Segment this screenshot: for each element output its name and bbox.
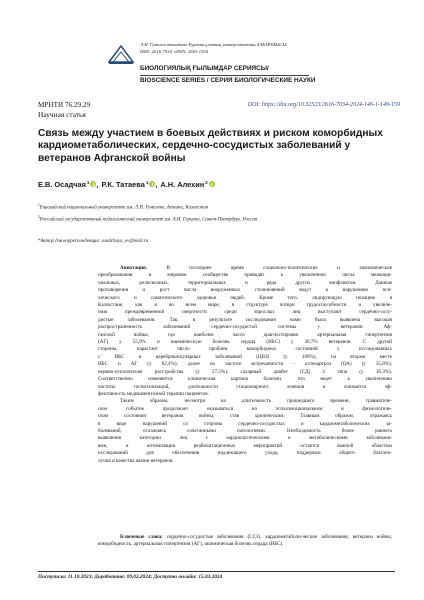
abstract-line: (АГ) у 55,9% и ишемическую болезнь сердца (ИБС) у 30,7% ветеранов. С другой bbox=[98, 339, 392, 346]
abstract-line: нию преждевременной смертности среди взрослых лиц выступают сердечно-сосу- bbox=[98, 309, 392, 316]
affiliation-2: $^2$Российский государственный педагогический университет им. А.И. Герцена, Санкт-Петербург, Россия bbox=[38, 214, 258, 223]
abstract-line: Таким образом, несмотря на длительность прошедшего времени, травматиче- bbox=[120, 398, 392, 405]
author-affiliation-mark: 1 bbox=[86, 180, 90, 185]
abstract-line: ИБС и АГ (у 82,4%), далее по частоте встречаемости - остеоартроз (ОА) (у 35,8%), bbox=[98, 361, 392, 368]
abstract-line: противоречия и рост числа вооруженных столкновений ведут к нарушению пси- bbox=[98, 287, 392, 294]
issn-line: ISSN: 2616-7034. eISSN: 2663-130X bbox=[140, 49, 209, 54]
author-affiliation-mark: 1 bbox=[145, 180, 149, 185]
author-3 bbox=[160, 180, 214, 189]
author-name: Е.В. Осадчая bbox=[38, 180, 86, 189]
author-1 bbox=[38, 180, 96, 189]
keywords bbox=[98, 534, 392, 549]
journal-name: Л.Н. Гумилев атындағы Еуразия ұлттық университетінің ХАБАРШЫСЫ. bbox=[140, 42, 288, 47]
affiliations bbox=[38, 201, 398, 224]
keywords-label: Ключевые слова: bbox=[120, 534, 163, 540]
abstract-paragraph-2 bbox=[98, 398, 392, 465]
abstract-line: хического и соматического здоровья людей. Кроме того, лидирующую позицию в bbox=[98, 294, 392, 301]
abstract bbox=[98, 265, 392, 465]
author-list: Е.В. Осадчая $^1$ , Р.К. Татаева $^1$ , А.Н. Алехин $^2$ bbox=[38, 180, 215, 189]
abstract-line: стороны, нарастает число проблем коморбидных состояний у исследованных bbox=[98, 346, 392, 353]
abstract-line: Соответственно изменяется клиническая картина болезни, что ведет к увеличению bbox=[98, 376, 392, 383]
abstract-line: нервно-психические расстройства (у 27,5%), сахарный диабет (СД) 2 типа (у 18,3%). bbox=[98, 368, 392, 375]
abstract-line: преобразования в мировом сообществе приводят к увеличению числа межнаци- bbox=[98, 272, 392, 279]
abstract-line: выявления категории лиц с кардиологическими и метаболическими заболевани- bbox=[98, 435, 392, 442]
abstract-line: дистые заболевания. Так, в результате исследования нами была выявлена высокая bbox=[98, 316, 392, 323]
orcid-icon[interactable] bbox=[209, 181, 215, 187]
abstract-line: в виде нарушений со стороны сердечно-сосудистых и кардиометаболических за- bbox=[98, 420, 392, 427]
publication-dates: Поступила: 11.10.2023; Доработана: 09.02.2024; Доступна онлайн: 15.03.2024 bbox=[38, 574, 223, 580]
series-title-kz: БИОЛОГИЯЛЫҚ ҒЫЛЫМДАР СЕРИЯСЫ/ bbox=[140, 64, 309, 76]
university-logo bbox=[107, 42, 135, 68]
abstract-line: ганской войны, где наиболее часто диагностирован артериальная гипертензия bbox=[98, 331, 392, 338]
author-affiliation-mark: 2 bbox=[205, 180, 208, 185]
affiliation-1: $^1$Евразийский национальный университет им. Л.Н. Гумилева, Астана, Казахстан bbox=[38, 203, 209, 211]
corresponding-author: *Автор для корреспонденции: osadchaya_ev@mail.ru bbox=[38, 239, 149, 244]
article-type: Научная статья bbox=[38, 110, 86, 119]
abstract-line: распространенность заболеваний сердечно-сосудистой системы у ветеранов Аф- bbox=[98, 324, 392, 331]
series-title-ru-en: BIOSCIENCE SERIES / СЕРИЯ БИОЛОГИЧЕСКИЕ НАУКИ bbox=[140, 76, 316, 84]
keywords-text: сердечно-сосудистые заболевания (ССЗ), кардиометаболи-ческие заболевания, ветераны войны, коморбидность, артериальная гипертензия (АГ), ишемическая болезнь сердца (ИБС). bbox=[98, 534, 392, 548]
article-title: Связь между участием в боевых действиях и риском коморбидных кардиометаболических, сердечно-сосудистых заболеваний у ветеранов Афганской войны bbox=[38, 128, 383, 164]
series-title bbox=[140, 64, 402, 86]
abstract-line: болеваний, осложнясь сочетанными патологиями. Необходимость более раннего bbox=[98, 427, 392, 434]
abstract-line: ональных, религиозных, территориальных и ряда других конфликтов. Данные bbox=[98, 279, 392, 286]
abstract-line: с ИБС и цереброваскулярных заболеваний (ЦВЗ) (у 100%), на втором месте bbox=[98, 353, 392, 360]
abstract-label: Аннотация. bbox=[120, 265, 167, 271]
abstract-line: частоты госпитализаций, длительности стационарного лечения и снижается эф- bbox=[98, 383, 392, 390]
author-name: Р.К. Татаева bbox=[101, 180, 145, 189]
abstract-paragraph-1 bbox=[98, 265, 392, 398]
abstract-line: Казахстане, как и во всем мире, в структуре потери трудоспособности и увеличе- bbox=[98, 302, 392, 309]
abstract-line: фективность медикаментозной терапии пациентов. bbox=[98, 390, 209, 397]
author-name: А.Н. Алехин bbox=[160, 180, 205, 189]
abstract-line: лучия и качества жизни ветеранов. bbox=[98, 457, 174, 464]
author-2 bbox=[101, 180, 155, 189]
doi-link[interactable]: DOI: https://doi.org/10.32523/2616-7034-2024-146-1-149-159 bbox=[247, 102, 400, 108]
divider bbox=[38, 571, 395, 572]
abstract-line: ями, и оптимизации реабилитационных мероприятий остается важной областью bbox=[98, 442, 392, 449]
abstract-line: ском состоянии ветеранов войны, став хроническим. Главным образом, отражаясь bbox=[98, 413, 392, 420]
abstract-line: ское событие продолжает оказываться на психоэмоциональном и физиологиче- bbox=[98, 405, 392, 412]
abstract-line: Аннотация. В последнее время социально-политические и экономические bbox=[120, 265, 392, 271]
udc-code: МРНТИ 76.29.29 bbox=[38, 101, 91, 109]
abstract-line: исследований для обеспечения надлежащего ухода, поддержки общего благопо- bbox=[98, 450, 392, 457]
journal-header bbox=[140, 41, 402, 55]
